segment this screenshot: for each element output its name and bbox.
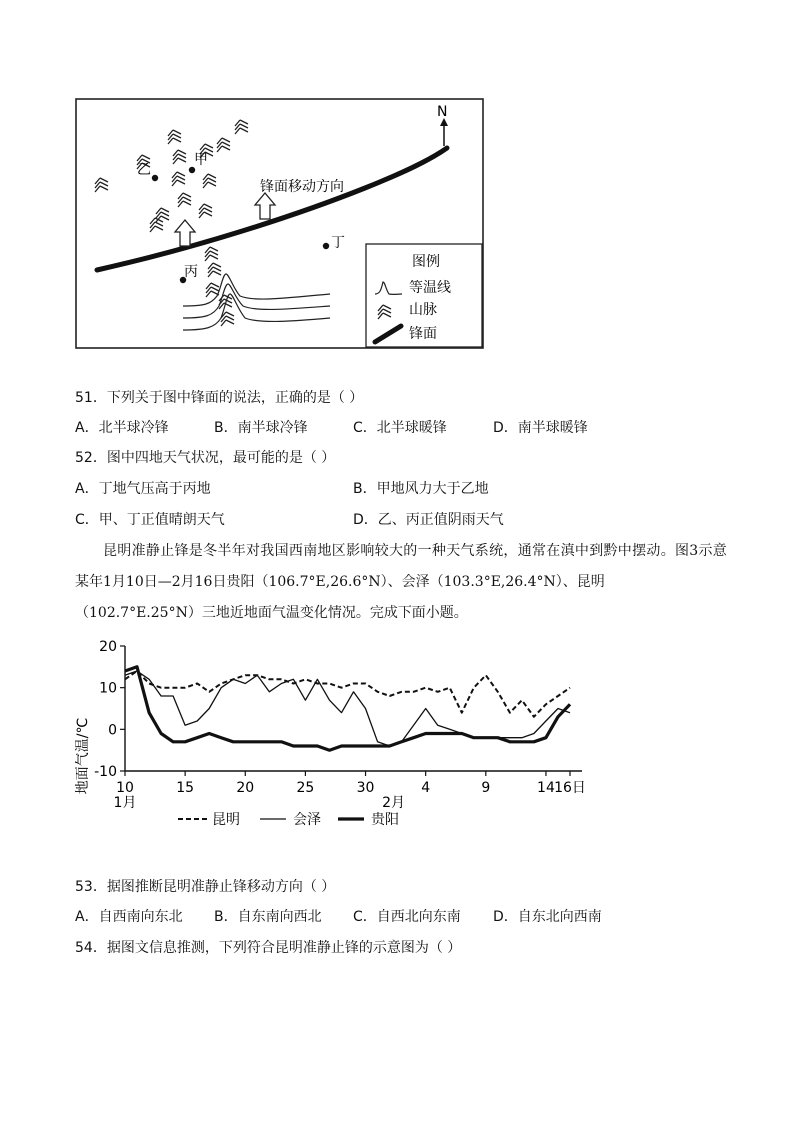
legend-title: 图例 [412,254,440,270]
q53-stem: 53．据图推断昆明准静止锋移动方向（ ） [75,879,336,895]
label-bing: 丙 [184,264,198,280]
temperature-chart [60,632,620,837]
q52-option-c: C．甲、丁正值晴朗天气 [75,512,225,528]
chart-x-tick-label: 9 [481,780,491,796]
passage-line-1: 昆明准静止锋是冬半年对我国西南地区影响较大的一种天气系统，通常在滇中到黔中摆动。图3示意 [103,543,728,559]
label-jia: 甲 [194,152,208,168]
chart-y-tick-label: 10 [99,680,117,697]
q53-option-c: C．自西北向东南 [353,909,461,925]
chart-x-tick-label: 4 [421,780,431,796]
q53-option-b: B．自东南向西北 [214,909,322,925]
legend-mountain-label: 山脉 [409,302,437,318]
chart-x-tick-label: 30 [356,780,375,796]
chart-x-tick-label: 16日 [554,780,586,796]
temperature-chart-svg [60,632,620,837]
legend-front-label: 锋面 [409,326,437,342]
passage-line-3: （102.7°E.25°N）三地近地面气温变化情况。完成下面小题。 [75,605,468,621]
q53-option-a: A．自西南向东北 [75,909,183,925]
label-direction: 锋面移动方向 [260,179,344,195]
label-yi: 乙 [137,162,151,178]
chart-x-tick-label: 15 [176,780,195,796]
q52-option-d: D．乙、丙正值阴雨天气 [353,512,504,528]
q53-option-d: D．自东北向西南 [493,909,602,925]
q51-option-c: C．北半球暖锋 [353,420,447,436]
legend-isotherm-label: 等温线 [409,280,451,296]
q51-stem: 51．下列关于图中锋面的说法，正确的是（ ） [75,390,364,406]
chart-x-tick-label: 20 [236,780,255,796]
chart-ylabel: 地面气温/℃ [75,717,91,795]
front-map-svg [75,98,485,350]
q52-stem: 52．图中四地天气状况，最可能的是（ ） [75,450,336,466]
north-label: N [437,104,448,120]
legend-kunming-label: 昆明 [212,812,240,828]
chart-month-jan: 1月 [113,795,137,811]
q51-option-a: A．北半球冷锋 [75,420,169,436]
chart-x-tick-label: 25 [296,780,315,796]
chart-y-tick-label: 20 [99,639,117,655]
front-map-figure [75,98,485,350]
q51-option-b: B．南半球冷锋 [214,420,308,436]
point-ding [323,243,329,249]
passage-line-2: 某年1月10日—2月16日贵阳（106.7°E,26.6°N）、会泽（103.3°E,26.4°N）、昆明 [75,574,605,590]
label-ding: 丁 [331,235,345,251]
chart-legend [178,811,399,828]
series-line-huize [125,671,570,746]
chart-y-tick-label: 0 [108,722,117,739]
q51-option-d: D．南半球暖锋 [493,420,588,436]
chart-month-feb: 2月 [382,795,406,811]
series-line-kunming [125,671,570,717]
chart-x-tick-label: 14 [537,780,555,796]
legend-huize-label: 会泽 [293,812,321,828]
legend-guiyang-label: 贵阳 [371,812,399,828]
map-legend [366,244,482,347]
q52-option-b: B．甲地风力大于乙地 [353,481,489,497]
point-yi [152,175,158,181]
q54-stem: 54．据图文信息推测，下列符合昆明准静止锋的示意图为（ ） [75,940,462,956]
chart-y-tick-label: -10 [94,764,117,780]
q52-option-a: A．丁地气压高于丙地 [75,481,211,497]
chart-x-tick-label: 10 [116,780,134,796]
